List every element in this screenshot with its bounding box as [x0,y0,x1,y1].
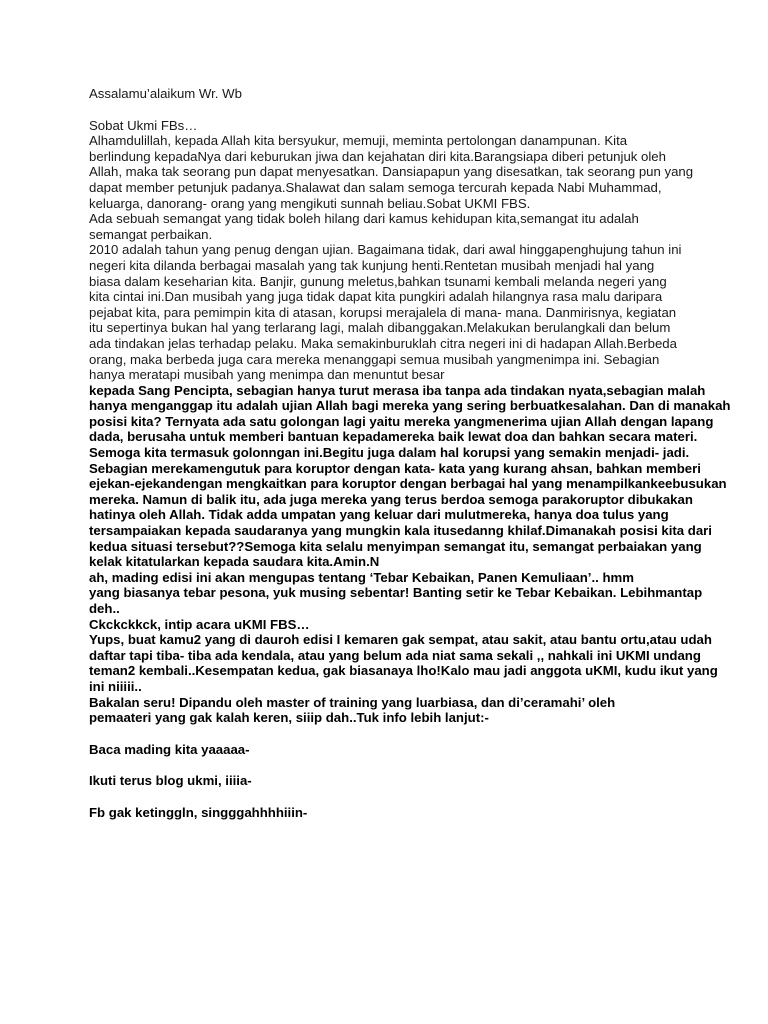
text-line: Sobat Ukmi FBs… [89,117,198,133]
bold-text-line: kedua situasi tersebut??Semoga kita selalu menyimpan semangat itu, semangat perbaiakan yang [89,538,702,554]
bold-text-line: hatinya oleh Allah. Tidak adda umpatan yang keluar dari mulutmereka, hanya doa tulus yang [89,507,669,523]
closing-line: Baca mading kita yaaaaa- [89,741,250,757]
bold-text-line: Semoga kita termasuk golonngan ini.Begitu juga dalam hal korupsi yang semakin menjadi- jadi. [89,445,690,461]
bold-text-line: Yups, buat kamu2 yang di dauroh edisi I kemaren gak sempat, atau sakit, atau bantu ortu,atau udah [89,632,712,648]
bold-text-line: ah, mading edisi ini akan mengupas tentang ‘Tebar Kebaikan, Panen Kemuliaan’.. hmm [89,569,634,585]
text-line: 2010 adalah tahun yang penug dengan ujian. Bagaimana tidak, dari awal hinggapenghujung tahun ini [89,242,682,258]
bold-text-line: daftar tapi tiba- tiba ada kendala, atau yang belum ada niat sama sekali ,, nahkali ini UKMI undang [89,647,701,663]
bold-text-line: ejekan-ejekandengan mengkaitkan para koruptor dengan berbagai hal yang menampilkankeebusukan [89,476,727,492]
bold-text-line: dada, berusaha untuk memberi bantuan kepadamereka baik lewat doa dan bahkan secara materi. [89,429,698,445]
text-line: berlindung kepadaNya dari keburukan jiwa dan kejahatan diri kita.Barangsiapa diberi petunjuk oleh [89,148,666,164]
bold-text-line: Ckckckkck, intip acara uKMI FBS… [89,616,310,632]
greeting-line: Assalamu’alaikum Wr. Wb [89,86,242,101]
bold-text-line: kepada Sang Pencipta, sebagian hanya turut merasa iba tanpa ada tindakan nyata,sebagian malah [89,382,706,398]
bold-text-line: Bakalan seru! Dipandu oleh master of training yang luarbiasa, dan di’ceramahi’ oleh [89,694,616,710]
bold-text-line: deh.. [89,601,120,616]
closing-line: Fb gak ketinggln, singggahhhhiiin- [89,804,308,820]
document-page [89,86,731,821]
text-line: Allah, maka tak seorang pun dapat menyesatkan. Dansiapapun yang disesatkan, tak seorang pun yang [89,164,694,180]
bold-text-line: pemaateri yang gak kalah keren, siiip dah..Tuk info lebih lanjut:- [89,710,489,726]
bold-text-line: mereka. Namun di balik itu, ada juga mereka yang terus berdoa semoga parakoruptor dibukakan [89,491,693,507]
bold-text-line: posisi kita? Ternyata ada satu golongan lagi yaitu mereka yangmenerima ujian Allah dengan lapang [89,413,714,429]
bold-text-line: teman2 kembali..Kesempatan kedua, gak biasanaya lho!Kalo mau jadi anggota uKMI, kudu ikut yang [89,663,718,679]
text-line: Ada sebuah semangat yang tidak boleh hilang dari kamus kehidupan kita,semangat itu adalah [89,211,639,227]
text-line: itu sepertinya bukan hal yang terlarang lagi, malah dibanggakan.Melakukan berulangkali dan belum [89,320,671,336]
text-line: Alhamdulillah, kepada Allah kita bersyukur, memuji, meminta pertolongan danampunan. Kita [89,133,628,149]
bold-paragraphs [89,382,731,821]
bold-text-line: Sebagian merekamengutuk para koruptor dengan kata- kata yang kurang ahsan, bahkan memberi [89,460,701,476]
bold-text-line: kelak kitatularkan kepada saudara kita.Amin.N [89,554,380,570]
text-line: ada tindakan jelas terhadap pelaku. Maka semakinburuklah citra negeri ini di hadapan Allah.Berbeda [89,335,677,351]
closing-line: Ikuti terus blog ukmi, iiiia- [89,773,252,789]
bold-text-line: tersampaiakan kepada saudaranya yang mungkin kala itusedanng khilaf.Dimanakah posisi kita dari [89,523,712,539]
text-line: orang, maka berbeda juga cara mereka menanggapi semua musibah yangmenimpa ini. Sebagian [89,351,660,367]
bold-text-line: yang biasanya tebar pesona, yuk musing sebentar! Banting setir ke Tebar Kebaikan. Lebihmantap [89,585,703,601]
text-line: semangat perbaikan. [89,226,213,242]
text-line: biasa dalam keseharian kita. Banjir, gunung meletus,bahkan tsunami kembali melanda negeri yang [89,273,667,289]
bold-text-line: ini niiiii.. [89,678,142,694]
text-line: negeri kita dilanda berbagai masalah yang tak kunjung henti.Rentetan musibah menjadi hal yang [89,257,655,273]
bold-text-line: hanya menganggap itu adalah ujian Allah bagi mereka yang sering berbuatkesalahan. Dan di manakah [89,398,731,414]
text-line: kita cintai ini.Dan musibah yang juga tidak dapat kita pungkiri adalah hilangnya rasa malu daripara [89,289,663,305]
regular-paragraphs [89,117,694,383]
text-line: keluarga, danorang- orang yang mengikuti sunnah beliau.Sobat UKMI FBS. [89,195,531,211]
text-line: pejabat kita, para pemimpin kita di atasan, korupsi merajalela di mana- mana. Danmirisnya, kegiatan [89,304,677,320]
text-line: hanya meratapi musibah yang menimpa dan menuntut besar [89,367,445,383]
text-line: dapat member petunjuk padanya.Shalawat dan salam semoga tercurah kepada Nabi Muhammad, [89,179,662,195]
